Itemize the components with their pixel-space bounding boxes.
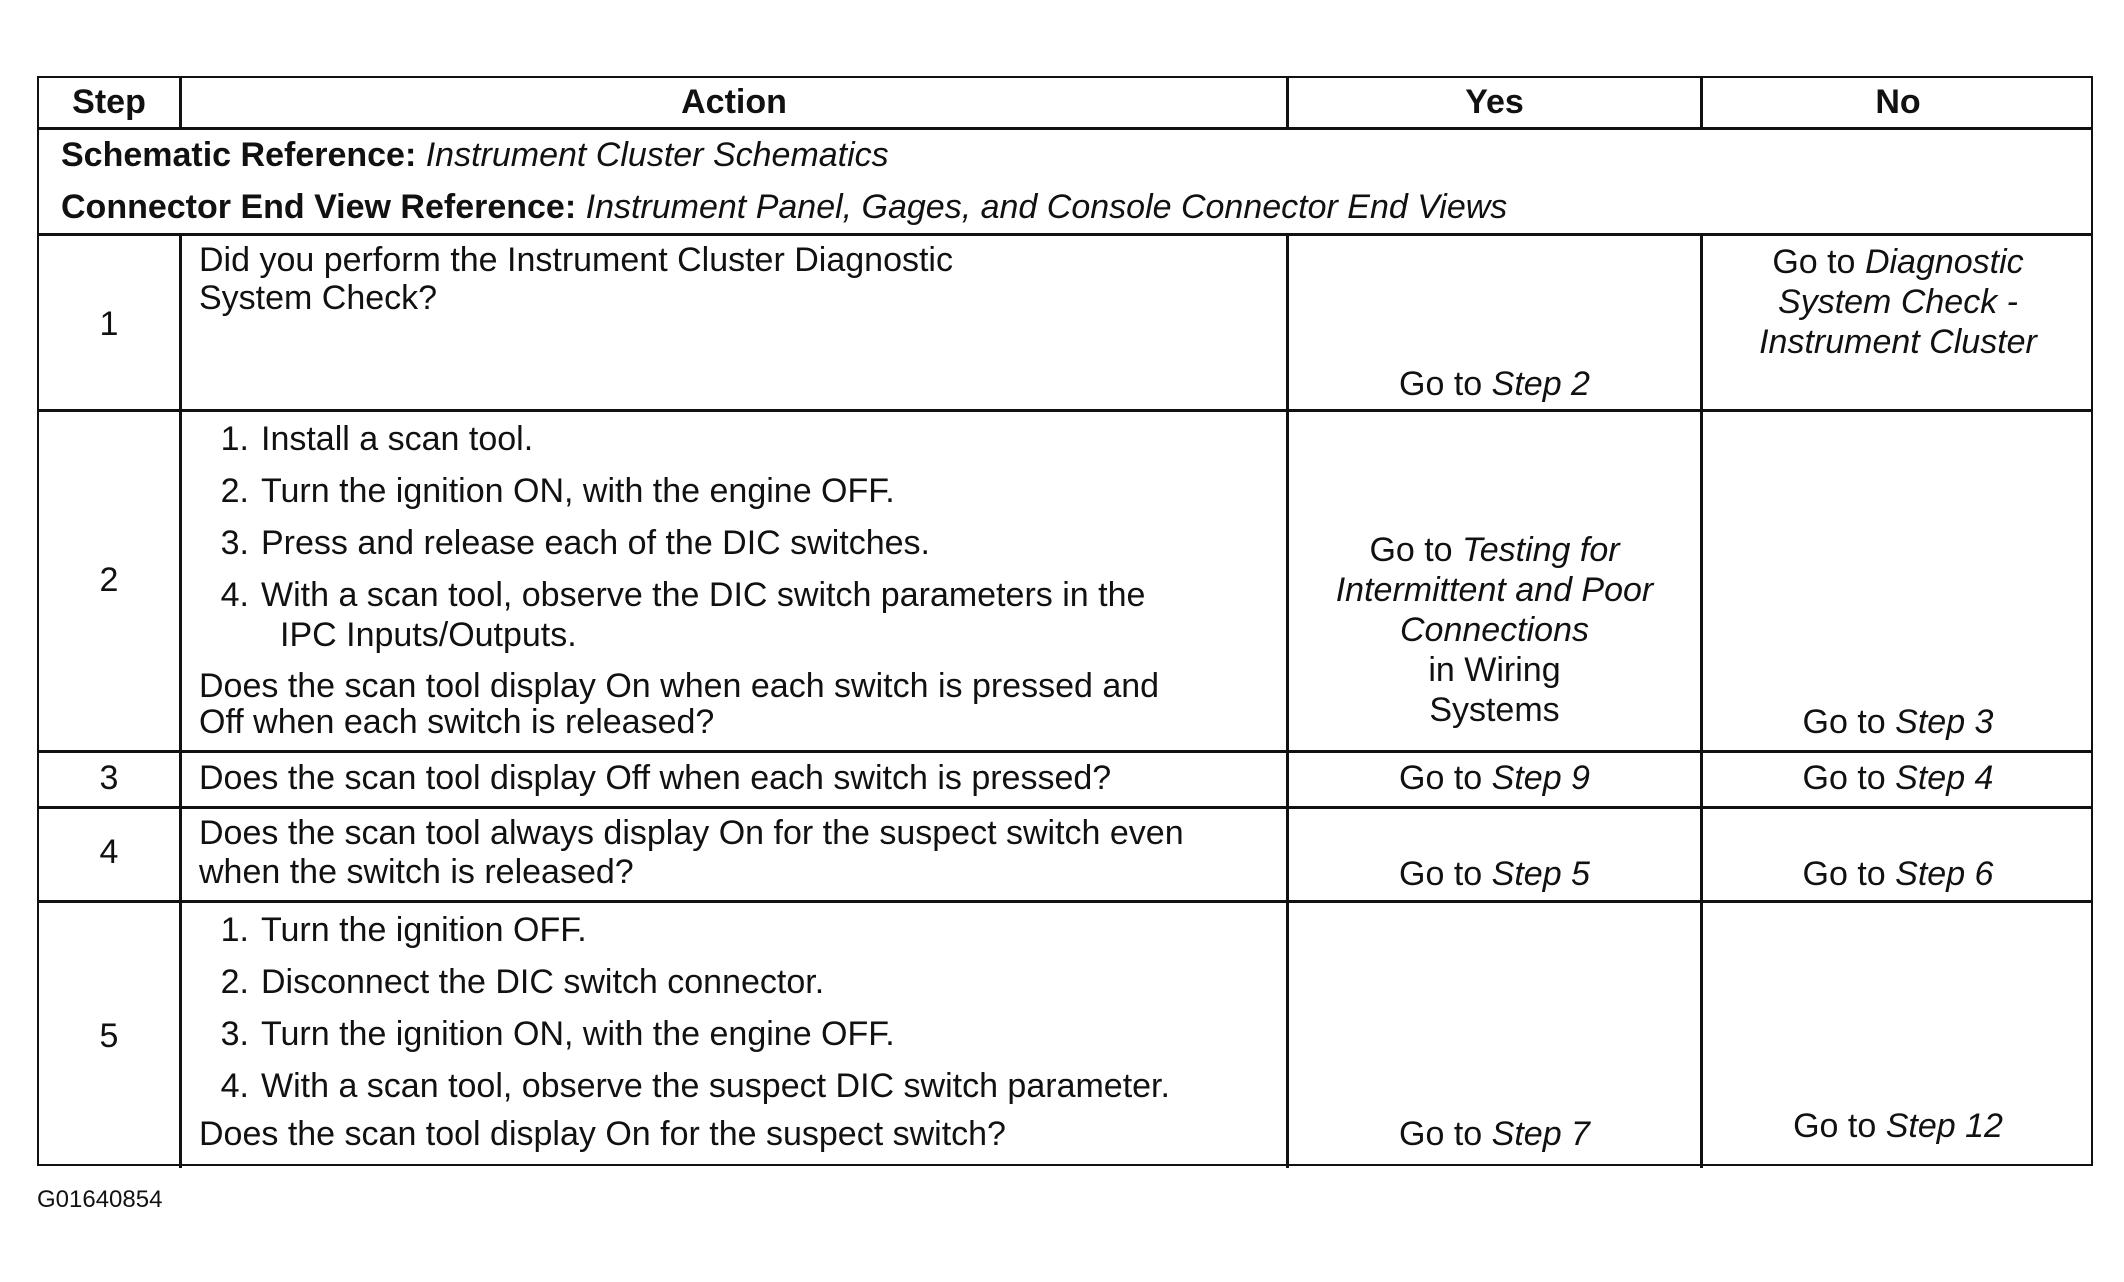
yes-result[interactable]: Go to Testing for Intermittent and Poor Connections in Wiring Systems [1335,531,1654,729]
connector-reference-label: Connector End View Reference: [61,188,577,226]
header-no: No [1875,83,1921,121]
header-action: Action [681,83,787,121]
rule-row3 [39,806,2091,809]
list-item: 1. Install a scan tool. [220,420,534,458]
connector-reference-value[interactable]: Instrument Panel, Gages, and Console Connector End Views [585,188,1508,226]
yes-result[interactable]: Go to Step 7 [1399,1115,1590,1153]
action-text: when the switch is released? [199,853,634,891]
yes-result[interactable]: Go to Step 2 [1399,365,1590,403]
header-step: Step [72,83,146,121]
schematic-reference [61,135,889,175]
action-text: System Check? [199,279,438,317]
no-result[interactable]: Go to Step 3 [1802,703,1994,741]
rule-row1 [39,409,2091,412]
action-text: Does the scan tool display Off when each switch is pressed? [199,759,1112,797]
step-number: 2 [99,561,119,599]
list-item: 4. With a scan tool, observe the suspect DIC switch parameter. [220,1067,1170,1105]
list-item: 2. Disconnect the DIC switch connector. [220,963,825,1001]
rule-refs [39,233,2091,236]
question-text: Off when each switch is released? [199,703,715,741]
list-item: 4. With a scan tool, observe the DIC switch parameters in the [220,576,1146,614]
yes-result[interactable]: Go to Step 9 [1399,759,1590,797]
schematic-reference-label: Schematic Reference: [61,136,417,174]
col-rule-yes [1700,233,1703,1168]
diagnostic-table [37,76,2093,1166]
header-yes: Yes [1465,83,1524,121]
connector-reference [61,187,1507,227]
rule-header [39,127,2091,130]
figure-id: G01640854 [37,1186,163,1213]
action-text: Did you perform the Instrument Cluster Diagnostic [199,241,953,279]
question-text: Does the scan tool display On when each switch is pressed and [199,667,1160,705]
list-item: 3. Turn the ignition ON, with the engine OFF. [220,1015,895,1053]
step-number: 5 [99,1017,119,1055]
rule-row2 [39,750,2091,753]
no-result[interactable]: Go to Step 12 [1793,1107,2003,1145]
schematic-reference-value[interactable]: Instrument Cluster Schematics [425,136,889,174]
col-rule-step [179,233,182,1168]
list-item: 3. Press and release each of the DIC switches. [220,524,930,562]
list-item: 1. Turn the ignition OFF. [220,911,587,949]
no-result[interactable]: Go to Step 4 [1802,759,1994,797]
list-item-continued: IPC Inputs/Outputs. [280,616,577,654]
list-item: 2. Turn the ignition ON, with the engine OFF. [220,472,895,510]
question-text: Does the scan tool display On for the suspect switch? [199,1115,1006,1153]
no-result[interactable]: Go to Diagnostic System Check - Instrument Cluster [1759,243,2037,361]
step-number: 1 [99,305,119,343]
rule-row4 [39,900,2091,903]
step-number: 3 [99,759,119,797]
no-result[interactable]: Go to Step 6 [1802,855,1994,893]
yes-result[interactable]: Go to Step 5 [1399,855,1590,893]
step-number: 4 [99,833,119,871]
action-text: Does the scan tool always display On for the suspect switch even [199,814,1184,852]
